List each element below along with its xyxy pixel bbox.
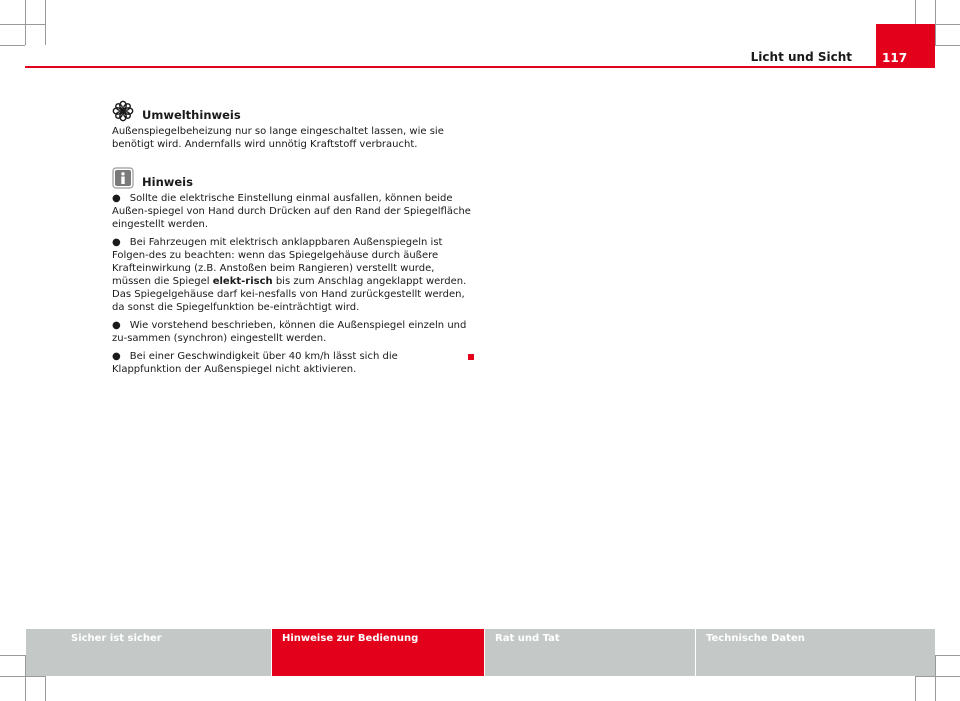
list-item-text: Bei Fahrzeugen mit elektrisch anklappbaren Außenspiegeln ist Folgen-des zu beachten: wenn das Spiegelgehäuse durch äußere Krafteinwirkung (z.B. Anstoßen beim Rangieren) verstellt wurde, müssen die Spiegel (112, 237, 443, 287)
page-number: 117 (882, 51, 908, 65)
header-rule (25, 66, 935, 68)
section-end-marker (468, 354, 474, 360)
list-item (112, 350, 472, 376)
crop-mark (935, 45, 960, 46)
list-item-text: Wie vorstehend beschrieben, können die Außenspiegel einzeln und zu-sammen (synchron) eingestellt werden. (112, 320, 467, 344)
footer-tab-sicher-ist-sicher[interactable] (26, 629, 271, 676)
page-number-box (876, 24, 935, 68)
main-content (112, 100, 472, 381)
crop-mark (45, 676, 46, 701)
flower-icon (112, 100, 134, 122)
crop-mark (25, 0, 26, 45)
bullet: ● (112, 351, 121, 362)
list-item (112, 319, 472, 345)
env-note-text: Außenspiegelbeheizung nur so lange eingeschaltet lassen, wie sie benötigt wird. Andernfalls wird unnötig Kraftstoff verbraucht. (112, 126, 444, 150)
list-item (112, 192, 472, 231)
crop-mark (915, 676, 960, 677)
list-item (112, 236, 472, 314)
footer-tab-rat-und-tat[interactable] (485, 629, 695, 676)
list-item-text: Sollte die elektrische Einstellung einmal ausfallen, können beide Außen-spiegel von Hand durch Drücken auf den Rand der Spiegelfläche eingestellt werden. (112, 193, 471, 230)
crop-mark (0, 24, 45, 25)
crop-mark (935, 0, 936, 45)
crop-mark (915, 676, 916, 701)
footer-tab-label: Rat und Tat (495, 633, 560, 644)
env-note-title: Umwelthinweis (142, 108, 241, 122)
crop-mark (0, 655, 25, 656)
footer-nav (26, 629, 935, 676)
hint-title: Hinweis (142, 175, 193, 189)
footer-tab-label: Hinweise zur Bedienung (282, 633, 419, 644)
crop-mark (45, 0, 46, 45)
footer-tab-label: Sicher ist sicher (71, 633, 162, 644)
footer-tab-label: Technische Daten (706, 633, 805, 644)
list-item-text: bis zum Anschlag angeklappt werden. Das Spiegelgehäuse darf kei-nesfalls von Hand zurückgestellt werden, da sonst die Spiegelfunktion be-einträchtigt wird. (112, 276, 467, 313)
crop-mark (935, 655, 960, 656)
info-icon (112, 167, 134, 189)
list-item-text: Bei einer Geschwindigkeit über 40 km/h lässt sich die Klappfunktion der Außenspiegel nicht aktivieren. (112, 351, 398, 375)
footer-tab-hinweise-zur-bedienung[interactable] (272, 629, 484, 676)
crop-mark (935, 24, 960, 25)
crop-mark (0, 45, 25, 46)
section-title: Licht und Sicht (750, 50, 852, 64)
crop-mark (935, 655, 936, 701)
crop-mark (0, 676, 45, 677)
bullet: ● (112, 320, 121, 331)
hint-heading (112, 167, 472, 189)
footer-tab-technische-daten[interactable] (696, 629, 935, 676)
bullet: ● (112, 193, 121, 204)
env-note-heading (112, 100, 472, 122)
bullet: ● (112, 237, 121, 248)
list-item-emphasis: elekt-risch (212, 276, 273, 287)
